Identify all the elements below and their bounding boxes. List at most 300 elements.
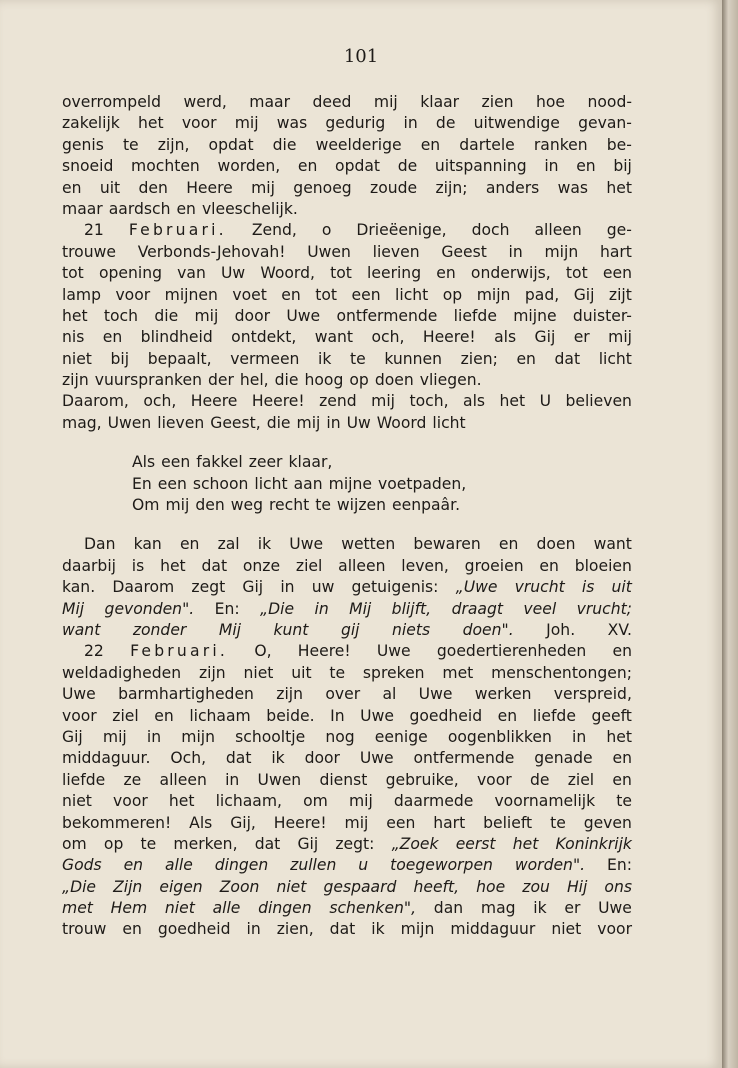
word: anders xyxy=(485,178,540,197)
word: nog xyxy=(325,727,355,746)
word: XV. xyxy=(607,620,632,639)
word: weg xyxy=(230,496,263,515)
word: ze xyxy=(123,770,142,789)
word: ziel xyxy=(295,556,323,575)
word: in xyxy=(146,727,162,746)
word: voor xyxy=(113,792,148,811)
word: de xyxy=(397,157,418,176)
word: mijn xyxy=(400,920,435,939)
word: zijn xyxy=(62,371,89,390)
word: het xyxy=(62,306,88,325)
word: was xyxy=(557,178,589,197)
word: licht xyxy=(395,285,429,304)
word: om xyxy=(62,834,87,853)
word: Verbonds-Jehovah! xyxy=(137,242,286,261)
text-line xyxy=(62,855,632,876)
word: en xyxy=(612,749,632,768)
word: niet xyxy=(551,920,582,939)
word: snoeid xyxy=(62,157,114,176)
word: Mij xyxy=(349,599,372,618)
word: lichaam xyxy=(189,706,251,725)
word: onze xyxy=(242,556,281,575)
word: Gij xyxy=(534,328,556,347)
word: En: xyxy=(214,599,240,618)
word: zijt xyxy=(608,285,632,304)
word: uit xyxy=(99,178,121,197)
word: liefde xyxy=(62,770,106,789)
word: veel xyxy=(523,599,557,618)
text-line xyxy=(62,135,632,156)
word: belieft xyxy=(483,813,533,832)
word: de xyxy=(529,770,550,789)
word: zijn xyxy=(276,685,303,704)
text-line xyxy=(62,898,632,919)
text-line xyxy=(62,684,632,705)
word: vrucht xyxy=(514,578,565,597)
word: „Uwe xyxy=(455,578,498,597)
word: ziel xyxy=(567,770,595,789)
word: maar xyxy=(62,199,103,218)
text-line xyxy=(62,599,632,620)
word: te xyxy=(140,834,157,853)
word: niet xyxy=(243,663,274,682)
word: bewaren xyxy=(413,535,481,554)
word: der xyxy=(207,371,234,390)
word: ontfermende xyxy=(336,306,438,325)
word: maar xyxy=(249,93,290,111)
word: kunt xyxy=(273,620,309,639)
word: ik xyxy=(533,899,547,918)
word: doen xyxy=(374,371,414,390)
word: nis xyxy=(62,328,85,347)
word: hoog xyxy=(304,371,344,390)
word: Zijn xyxy=(113,877,143,896)
word: bloeien xyxy=(574,556,632,575)
word: och, xyxy=(143,392,177,411)
word: uitwendige xyxy=(473,114,560,133)
word: Gij xyxy=(573,285,595,304)
word: daarbij xyxy=(62,556,116,575)
word: mij xyxy=(165,496,190,515)
word: voor xyxy=(181,114,217,133)
word: Mij xyxy=(218,620,241,639)
word: en xyxy=(576,157,596,176)
word: bij xyxy=(110,349,130,368)
word: Woord, xyxy=(260,264,315,283)
word: eigen xyxy=(159,877,203,896)
word: trouwe xyxy=(62,242,116,261)
word: gevonden". xyxy=(104,599,195,618)
word: dingen xyxy=(258,899,312,918)
word: van xyxy=(177,264,206,283)
word: En xyxy=(132,474,152,493)
word: mochten xyxy=(131,157,200,176)
word: heeft, xyxy=(413,877,460,896)
word: het xyxy=(499,392,526,411)
word: niets xyxy=(392,620,431,639)
word: kunnen xyxy=(384,349,442,368)
word: werd, xyxy=(183,93,227,111)
word: licht xyxy=(598,349,632,368)
word: door xyxy=(304,749,340,768)
word: en xyxy=(612,642,632,661)
word: menschentongen; xyxy=(491,663,632,682)
text-line xyxy=(62,327,632,348)
word: als xyxy=(463,392,486,411)
word: mij xyxy=(102,727,127,746)
word: voor xyxy=(597,920,632,939)
text-line xyxy=(62,706,632,727)
word: en xyxy=(176,199,196,218)
word: Och, xyxy=(170,749,207,768)
word: leering xyxy=(367,264,422,283)
word: en xyxy=(123,856,144,875)
word: eenige xyxy=(374,727,428,746)
word: doch xyxy=(471,221,510,240)
word: Gij xyxy=(62,727,83,746)
word: vermeen xyxy=(230,349,300,368)
word: Heere xyxy=(186,178,233,197)
word: Koninkrijk xyxy=(555,834,632,853)
word: Drieëenige, xyxy=(356,221,447,240)
word: Uwe xyxy=(360,706,394,725)
text-line xyxy=(62,349,632,370)
word: Februari. xyxy=(128,221,227,240)
word: die xyxy=(154,306,179,325)
word: Joh. xyxy=(546,620,576,639)
word: uw xyxy=(311,578,335,597)
word: te xyxy=(550,813,566,832)
word: gespaard xyxy=(323,877,397,896)
text-line xyxy=(62,641,632,662)
word: middaguur xyxy=(450,920,536,939)
word: zien; xyxy=(460,349,498,368)
word: in xyxy=(403,114,418,133)
word: Uwe xyxy=(286,306,321,325)
word: hoe xyxy=(476,877,506,896)
word: lamp xyxy=(62,285,101,304)
word: die xyxy=(274,371,299,390)
word: zullen xyxy=(290,856,337,875)
word: trouw xyxy=(62,920,107,939)
word: ik xyxy=(318,349,332,368)
word: bij xyxy=(613,157,632,176)
word: mij xyxy=(296,413,321,432)
word: opening xyxy=(98,264,162,283)
word: opdat xyxy=(208,135,254,154)
word: alle xyxy=(212,899,241,918)
word: recht xyxy=(268,496,310,515)
word: en xyxy=(420,135,441,154)
word: den xyxy=(138,178,168,197)
word: Uwen xyxy=(307,242,351,261)
word: tot xyxy=(62,264,84,283)
word: dartele xyxy=(459,135,515,154)
word: eenpaâr. xyxy=(392,496,461,515)
word: goedheid xyxy=(157,920,231,939)
word: Mij xyxy=(62,599,85,618)
word: daarmede xyxy=(393,792,474,811)
word: zijn, xyxy=(157,135,190,154)
word: doen". xyxy=(462,620,514,639)
word: voor xyxy=(62,706,97,725)
word: toch xyxy=(103,306,139,325)
word: mijne xyxy=(513,306,557,325)
word: die xyxy=(266,413,291,432)
word: goedertierenheden xyxy=(436,642,587,661)
word: klaar, xyxy=(288,453,333,472)
word: kan. xyxy=(62,578,96,597)
word: zijn xyxy=(198,663,226,682)
word: Gods xyxy=(62,856,102,875)
text-line xyxy=(62,877,632,898)
word: geven xyxy=(583,813,632,832)
word: geeft xyxy=(591,706,632,725)
word: met xyxy=(442,663,474,682)
word: middaguur. xyxy=(62,749,151,768)
word: Geest, xyxy=(210,413,261,432)
text-line xyxy=(62,495,632,516)
word: alle xyxy=(164,856,193,875)
word: mij xyxy=(371,392,396,411)
word: verspreid, xyxy=(553,685,632,704)
word: uitspanning xyxy=(434,157,527,176)
word: en xyxy=(497,706,518,725)
word: schooltje xyxy=(235,727,306,746)
word: tot xyxy=(330,264,352,283)
word: het xyxy=(512,834,539,853)
word: en xyxy=(516,349,536,368)
text-line xyxy=(62,220,632,241)
word: niet xyxy=(62,792,92,811)
word: deed xyxy=(312,93,352,111)
word: onderwijs, xyxy=(470,264,551,283)
word: Uwe xyxy=(289,535,324,554)
word: ontfermende xyxy=(413,749,515,768)
word: Gij xyxy=(242,578,264,597)
word: ziel xyxy=(112,706,139,725)
text-line xyxy=(62,577,632,598)
word: Zoon xyxy=(219,877,260,896)
word: het xyxy=(168,792,195,811)
word: lieven xyxy=(372,242,420,261)
word: hart xyxy=(599,242,632,261)
word: en xyxy=(102,328,123,347)
text-line xyxy=(62,748,632,769)
word: voornamelijk xyxy=(494,792,596,811)
word: het xyxy=(160,556,186,575)
word: en xyxy=(281,285,301,304)
word: uit xyxy=(291,663,312,682)
word: licht xyxy=(254,474,288,493)
word: opdat xyxy=(335,157,381,176)
word: Woord xyxy=(376,413,427,432)
word: 21 xyxy=(84,221,104,240)
text-line xyxy=(62,663,632,684)
word: believen xyxy=(565,392,632,411)
word: genade xyxy=(534,749,593,768)
word: gebruike, xyxy=(385,770,459,789)
word: mij xyxy=(194,306,219,325)
word: Uwe xyxy=(598,899,632,918)
word: tot xyxy=(315,285,338,304)
word: toch, xyxy=(409,392,449,411)
word: dat xyxy=(201,556,228,575)
text-line xyxy=(62,178,632,199)
word: Daarom xyxy=(112,578,175,597)
word: een xyxy=(351,285,381,304)
word: hart xyxy=(433,813,466,832)
word: vrucht; xyxy=(576,599,632,618)
word: niet xyxy=(276,877,307,896)
word: Gij xyxy=(297,834,319,853)
word: er xyxy=(564,899,581,918)
word: ik xyxy=(257,535,272,554)
word: niet xyxy=(164,899,195,918)
text-line xyxy=(62,770,632,791)
word: Heere xyxy=(190,392,238,411)
word: is xyxy=(581,578,595,597)
word: werken xyxy=(474,685,532,704)
word: oogenblikken xyxy=(447,727,552,746)
word: weelderige xyxy=(315,135,402,154)
word: die xyxy=(272,135,297,154)
word: Uw xyxy=(346,413,371,432)
word: te xyxy=(350,349,366,368)
word: Gij, xyxy=(230,813,256,832)
word: al xyxy=(382,685,397,704)
word: er xyxy=(573,328,590,347)
word: alleen xyxy=(534,221,582,240)
text-line xyxy=(62,156,632,177)
text-line xyxy=(62,727,632,748)
word: och, xyxy=(371,328,405,347)
word: met xyxy=(62,899,93,918)
word: mij xyxy=(348,792,373,811)
word: zegt: xyxy=(335,834,375,853)
page-number: 101 xyxy=(343,46,379,67)
word: in xyxy=(544,157,559,176)
word: dat xyxy=(225,749,252,768)
word: mijn xyxy=(181,727,215,746)
word: tot xyxy=(565,264,588,283)
word: Heere! xyxy=(297,642,351,661)
word: Geest xyxy=(441,242,487,261)
word: mij xyxy=(234,114,259,133)
word: vliegen. xyxy=(419,371,482,390)
word: dienst xyxy=(319,770,368,789)
word: Heere! xyxy=(422,328,476,347)
word: alleen xyxy=(159,770,207,789)
word: kan xyxy=(133,535,162,554)
page-edge xyxy=(722,0,738,1068)
text-line xyxy=(62,452,632,473)
text-line xyxy=(62,791,632,812)
word: klaar xyxy=(420,93,460,111)
word: en xyxy=(179,535,200,554)
word: te xyxy=(616,792,632,811)
word: voor xyxy=(115,285,151,304)
word: spreken xyxy=(362,663,425,682)
word: fakkel xyxy=(196,453,243,472)
word: lieven xyxy=(157,413,205,432)
word: mijn xyxy=(476,285,511,304)
word: Uwe xyxy=(359,749,394,768)
word: Om xyxy=(132,496,160,515)
word: „Zoek xyxy=(391,834,439,853)
word: Daarom, xyxy=(62,392,129,411)
word: ons xyxy=(604,877,632,896)
word: zakelijk xyxy=(62,114,120,133)
word: Zend, xyxy=(251,221,297,240)
word: Uwe xyxy=(376,642,411,661)
word: voetpaden, xyxy=(377,474,467,493)
word: en xyxy=(539,556,559,575)
text-line xyxy=(62,285,632,306)
word: de xyxy=(435,114,456,133)
text-line xyxy=(62,113,632,134)
word: en xyxy=(297,157,318,176)
word: een xyxy=(602,264,632,283)
word: in xyxy=(225,770,240,789)
word: en xyxy=(612,770,632,789)
word: liefde xyxy=(453,306,497,325)
word: op xyxy=(103,834,124,853)
text-line xyxy=(62,534,632,555)
word: Uwe xyxy=(62,685,96,704)
word: ik xyxy=(271,749,285,768)
word: zou xyxy=(522,877,550,896)
word: bekommeren! xyxy=(62,813,172,832)
word: Heere! xyxy=(273,813,327,832)
word: zien xyxy=(481,93,514,111)
word: merken, xyxy=(173,834,238,853)
word: dan xyxy=(433,899,464,918)
word: zegt xyxy=(191,578,226,597)
word: Uwen xyxy=(107,413,152,432)
word: be- xyxy=(606,135,632,154)
word: mijnen xyxy=(164,285,218,304)
word: In xyxy=(330,706,345,725)
word: genoeg xyxy=(293,178,352,197)
word: groeien xyxy=(464,556,524,575)
text-line xyxy=(62,242,632,263)
word: zeer xyxy=(248,453,283,472)
word: dat xyxy=(554,349,581,368)
text-line xyxy=(62,199,632,220)
word: en xyxy=(122,920,142,939)
word: Uw xyxy=(221,264,246,283)
word: worden". xyxy=(514,856,586,875)
word: zien, xyxy=(276,920,314,939)
word: wijzen xyxy=(336,496,387,515)
word: zoude xyxy=(370,178,418,197)
word: ik xyxy=(371,920,385,939)
word: het xyxy=(606,178,632,197)
word: en xyxy=(498,535,519,554)
word: U xyxy=(539,392,551,411)
word: mijne xyxy=(328,474,372,493)
word: liefde xyxy=(532,706,576,725)
word: mij xyxy=(373,93,398,111)
text-line xyxy=(62,92,632,113)
word: ontdekt, xyxy=(231,328,297,347)
word: mag xyxy=(480,899,516,918)
body-text xyxy=(62,92,632,941)
word: Heere! xyxy=(251,392,305,411)
word: genis xyxy=(62,135,104,154)
word: want xyxy=(593,535,632,554)
